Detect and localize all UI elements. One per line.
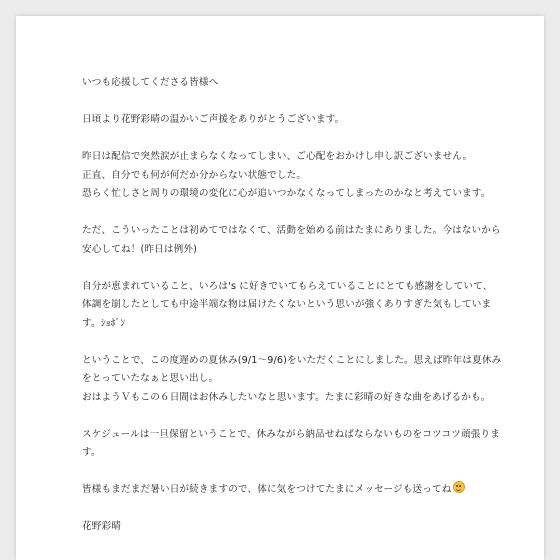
smiling-face-emoji-icon (453, 481, 465, 493)
paragraph-line: 昨日は配信で突然涙が止まらなくなってしまい、ご心配をおかけし申し訳ございません。 (82, 151, 473, 162)
paragraph-apology (82, 148, 502, 204)
closing-text: 皆様もまだまだ暑い日が続きますので、体に気をつけてたまにメッセージも送ってね (82, 484, 452, 495)
paragraph-line: 日頃より花野彩晴の温かいご声援をありがとうございます。 (82, 114, 345, 125)
paragraph-gratitude (82, 278, 502, 334)
paragraph-line: 恐らく忙しさと周りの環境の変化に心が追いつかなくなってしまったのかなと考えています。 (82, 188, 491, 199)
paragraph-line: おはようＶもこの６日間はお休みしたいなと思います。たまに彩晴の好きな曲をあげるかも。 (82, 391, 491, 403)
document-page (16, 16, 544, 560)
paragraph-line: 自分が恵まれていること、いろは's に好きでいてもらえていることにとても感謝をしていて、体調を崩したとしても中途半端な物は届けたくないという思いが強くありすぎた気もしています。ｼｮﾎﾞﾝ (82, 280, 493, 329)
paragraph-reassurance (82, 222, 502, 259)
greeting (82, 74, 502, 93)
paragraph-line: ということで、この度遅めの夏休み(9/1〜9/6)をいただくことにしました。思えば昨年は夏休みをとっていたなぁと思い出し。 (82, 354, 502, 384)
paragraph-line: ただ、こういったことは初めてではなくて、活動を始める前はたまにありました。今はないから安心してね！(昨日は例外) (82, 225, 501, 255)
signature-name: 花野彩晴 (82, 521, 121, 532)
paragraph-line: スケジュールは一旦保留ということで、休みながら納品せねばならないものをコツコツ頑張ります。 (82, 428, 501, 458)
paragraph-line: 正直、自分でも何が何だか分からない状態でした。 (82, 169, 307, 181)
signature (82, 518, 502, 537)
paragraph-schedule (82, 426, 502, 463)
greeting-line: いつも応援してくださる皆様へ (82, 77, 219, 88)
paragraph-closing (82, 481, 502, 500)
paragraph-thanks (82, 111, 502, 130)
letter-body (82, 74, 502, 555)
paragraph-line (82, 481, 502, 500)
paragraph-summer-break (82, 352, 502, 408)
